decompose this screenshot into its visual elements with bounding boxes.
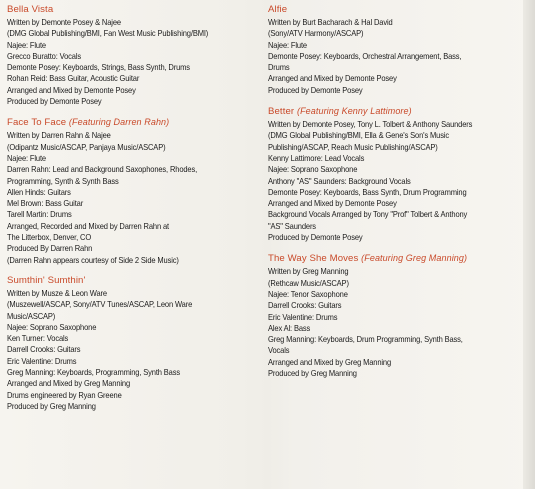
- credit-line: Eric Valentine: Drums: [268, 312, 338, 322]
- track-title: [7, 275, 252, 287]
- left-column: [7, 4, 252, 421]
- credit-line: Arranged and Mixed by Demonte Posey: [7, 85, 136, 95]
- credit-line: Tarell Martin: Drums: [7, 210, 72, 220]
- credit-line: (Rethcaw Music/ASCAP): [268, 278, 349, 288]
- credit-line: Drums engineered by Ryan Greene: [7, 390, 122, 400]
- credit-line: "AS" Saunders: [268, 221, 316, 231]
- credit-line: Written by Demonte Posey & Najee: [7, 18, 121, 27]
- track-title: [7, 4, 252, 16]
- track-title: [268, 252, 518, 265]
- credit-line: Grecco Buratto: Vocals: [7, 51, 82, 61]
- track-credits: [268, 105, 518, 243]
- credit-line: Ken Turner: Vocals: [7, 334, 69, 344]
- track-credits: [268, 4, 518, 96]
- track-name: Better: [268, 106, 295, 118]
- credit-line: Najee: Tenor Saxophone: [268, 289, 348, 299]
- track-credits: [7, 275, 252, 412]
- credit-line: Produced by Demonte Posey: [268, 233, 363, 243]
- credit-line: Arranged and Mixed by Demonte Posey: [268, 199, 397, 209]
- track-featuring: (Featuring Darren Rahn): [68, 117, 170, 128]
- credit-line: Arranged, Recorded and Mixed by Darren Rahn at: [7, 221, 169, 231]
- credit-line: Najee: Flute: [268, 40, 307, 50]
- track-featuring: (Featuring Greg Manning): [361, 253, 468, 264]
- credit-line: Darrell Crooks: Guitars: [268, 301, 342, 311]
- track-title: [7, 116, 252, 129]
- credit-line: (DMG Global Publishing/BMI, Ella & Gene's Son's Music: [268, 131, 450, 141]
- credit-line: Greg Manning: Keyboards, Programming, Synth Bass: [7, 368, 180, 378]
- credit-line: Background Vocals Arranged by Tony "Prof" Tolbert & Anthony: [268, 210, 468, 220]
- credit-line: Produced By Darren Rahn: [7, 244, 93, 254]
- credit-line: Najee: Soprano Saxophone: [7, 322, 97, 332]
- credit-line: Produced by Demonte Posey: [268, 85, 363, 95]
- credit-line: Produced by Greg Manning: [7, 401, 96, 411]
- credit-line: Written by Burt Bacharach & Hal David: [268, 18, 393, 27]
- credit-line: Najee: Soprano Saxophone: [268, 165, 358, 175]
- track-credits: [7, 116, 252, 266]
- track-name: Sumthin' Sumthin': [7, 274, 86, 286]
- credit-line: Demonte Posey: Keyboards, Bass Synth, Drum Programming: [268, 187, 467, 197]
- credit-line: Written by Greg Manning: [268, 267, 349, 277]
- credit-line: Najee: Flute: [7, 153, 46, 163]
- credit-line: Programming, Synth & Synth Bass: [7, 176, 119, 186]
- credit-line: Darrell Crooks: Guitars: [7, 345, 81, 355]
- credit-line: (DMG Global Publishing/BMI, Fan West Music Publishing/BMI): [7, 29, 209, 39]
- credit-line: Darren Rahn: Lead and Background Saxophones, Rhodes,: [7, 165, 198, 175]
- credit-line: Eric Valentine: Drums: [7, 356, 77, 366]
- credit-line: (Muszewell/ASCAP, Sony/ATV Tunes/ASCAP, Leon Ware: [7, 300, 193, 310]
- credit-line: (Darren Rahn appears courtesy of Side 2 Side Music): [7, 255, 179, 265]
- track-title: [268, 4, 518, 16]
- credit-line: Written by Musze & Leon Ware: [7, 288, 107, 298]
- credit-line: Vocals: [268, 346, 290, 356]
- track-name: Face To Face: [7, 117, 67, 129]
- track-name: Bella Vista: [7, 4, 54, 15]
- credit-line: Mel Brown: Bass Guitar: [7, 199, 84, 209]
- credit-line: Arranged and Mixed by Greg Manning: [268, 357, 392, 367]
- credit-line: Greg Manning: Keyboards, Drum Programming, Synth Bass,: [268, 335, 463, 345]
- page-edge: [523, 0, 535, 489]
- credit-line: Publishing/ASCAP, Reach Music Publishing/ASCAP): [268, 142, 438, 152]
- credit-line: Arranged and Mixed by Greg Manning: [7, 379, 131, 389]
- credit-line: Written by Darren Rahn & Najee: [7, 131, 111, 141]
- credit-line: Demonte Posey: Keyboards, Orchestral Arrangement, Bass,: [268, 51, 462, 61]
- credit-line: Drums: [268, 63, 290, 73]
- credit-line: Music/ASCAP): [7, 311, 56, 321]
- credit-line: Allen Hinds: Guitars: [7, 187, 71, 197]
- credit-line: Produced by Demonte Posey: [7, 97, 102, 107]
- track-credits: [268, 252, 518, 379]
- track-title: [268, 105, 518, 118]
- track-name: The Way She Moves: [268, 253, 359, 265]
- track-name: Alfie: [268, 4, 288, 15]
- right-column: [268, 4, 518, 388]
- credit-line: The Litterbox, Denver, CO: [7, 233, 92, 243]
- credit-line: Produced by Greg Manning: [268, 369, 357, 379]
- credit-line: Rohan Reid: Bass Guitar, Acoustic Guitar: [7, 74, 140, 84]
- credit-line: Alex Al: Bass: [268, 323, 311, 333]
- credit-line: Arranged and Mixed by Demonte Posey: [268, 74, 397, 84]
- credit-line: Written by Demonte Posey, Tony L. Tolbert & Anthony Saunders: [268, 120, 473, 130]
- track-featuring: (Featuring Kenny Lattimore): [296, 106, 412, 117]
- credit-line: Kenny Lattimore: Lead Vocals: [268, 153, 365, 163]
- credit-line: Demonte Posey: Keyboards, Strings, Bass Synth, Drums: [7, 63, 190, 73]
- credit-line: Najee: Flute: [7, 40, 46, 50]
- credit-line: Anthony "AS" Saunders: Background Vocals: [268, 176, 411, 186]
- credit-line: (Odipantz Music/ASCAP, Panjaya Music/ASCAP): [7, 142, 166, 152]
- track-credits: [7, 4, 252, 107]
- credit-line: (Sony/ATV Harmony/ASCAP): [268, 29, 364, 39]
